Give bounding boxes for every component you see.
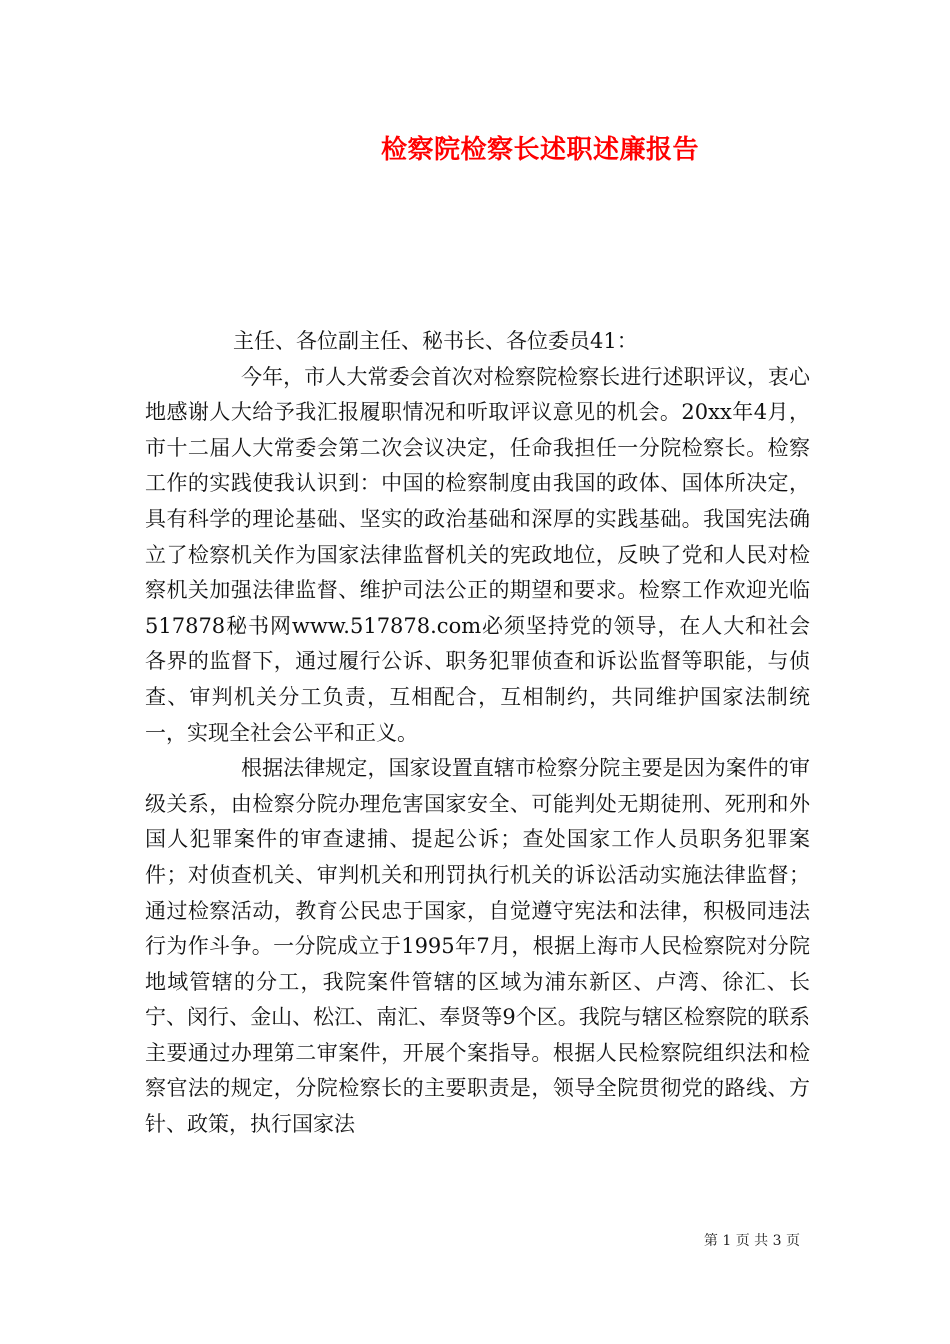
paragraph-2: 根据法律规定，国家设置直辖市检察分院主要是因为案件的审级关系，由检察分院办理危害国家安全、可能判处无期徒刑、死刑和外国人犯罪案件的审查逮捕、提起公诉；查处国家工作人员职务犯罪案件；对侦查机关、审判机关和刑罚执行机关的诉讼活动实施法律监督；通过检察活动，教育公民忠于国家，自觉遵守宪法和法律，积极同违法行为作斗争。一分院成立于1995年7月，根据上海市人民检察院对分院地域管辖的分工，我院案件管辖的区域为浦东新区、卢湾、徐汇、长宁、闵行、金山、松江、南汇、奉贤等9个区。我院与辖区检察院的联系主要通过办理第二审案件，开展个案指导。根据人民检察院组织法和检察官法的规定，分院检察长的主要职责是，领导全院贯彻党的路线、方针、政策，执行国家法 <box>145 756 810 1137</box>
document-title: 检察院检察长述职述廉报告 <box>380 135 699 165</box>
page-number-footer <box>704 1231 800 1251</box>
document-body <box>145 324 810 1143</box>
salutation: 主任、各位副主任、秘书长、各位委员41： <box>233 329 638 353</box>
paragraph-1: 今年，市人大常委会首次对检察院检察长进行述职评议，衷心地感谢人大给予我汇报履职情况和听取评议意见的机会。20xx年4月，市十二届人大常委会第二次会议决定，任命我担任一分院检察长。检察工作的实践使我认识到：中国的检察制度由我国的政体、国体所决定，具有科学的理论基础、坚实的政治基础和深厚的实践基础。我国宪法确立了检察机关作为国家法律监督机关的宪政地位，反映了党和人民对检察机关加强法律监督、维护司法公正的期望和要求。检察工作欢迎光临517878秘书网www.517878.com必须坚持党的领导，在人大和社会各界的监督下，通过履行公诉、职务犯罪侦查和诉讼监督等职能，与侦查、审判机关分工负责，互相配合，互相制约，共同维护国家法制统一，实现全社会公平和正义。 <box>145 364 810 745</box>
page-number-label: 第 1 页 共 3 页 <box>703 1233 800 1249</box>
